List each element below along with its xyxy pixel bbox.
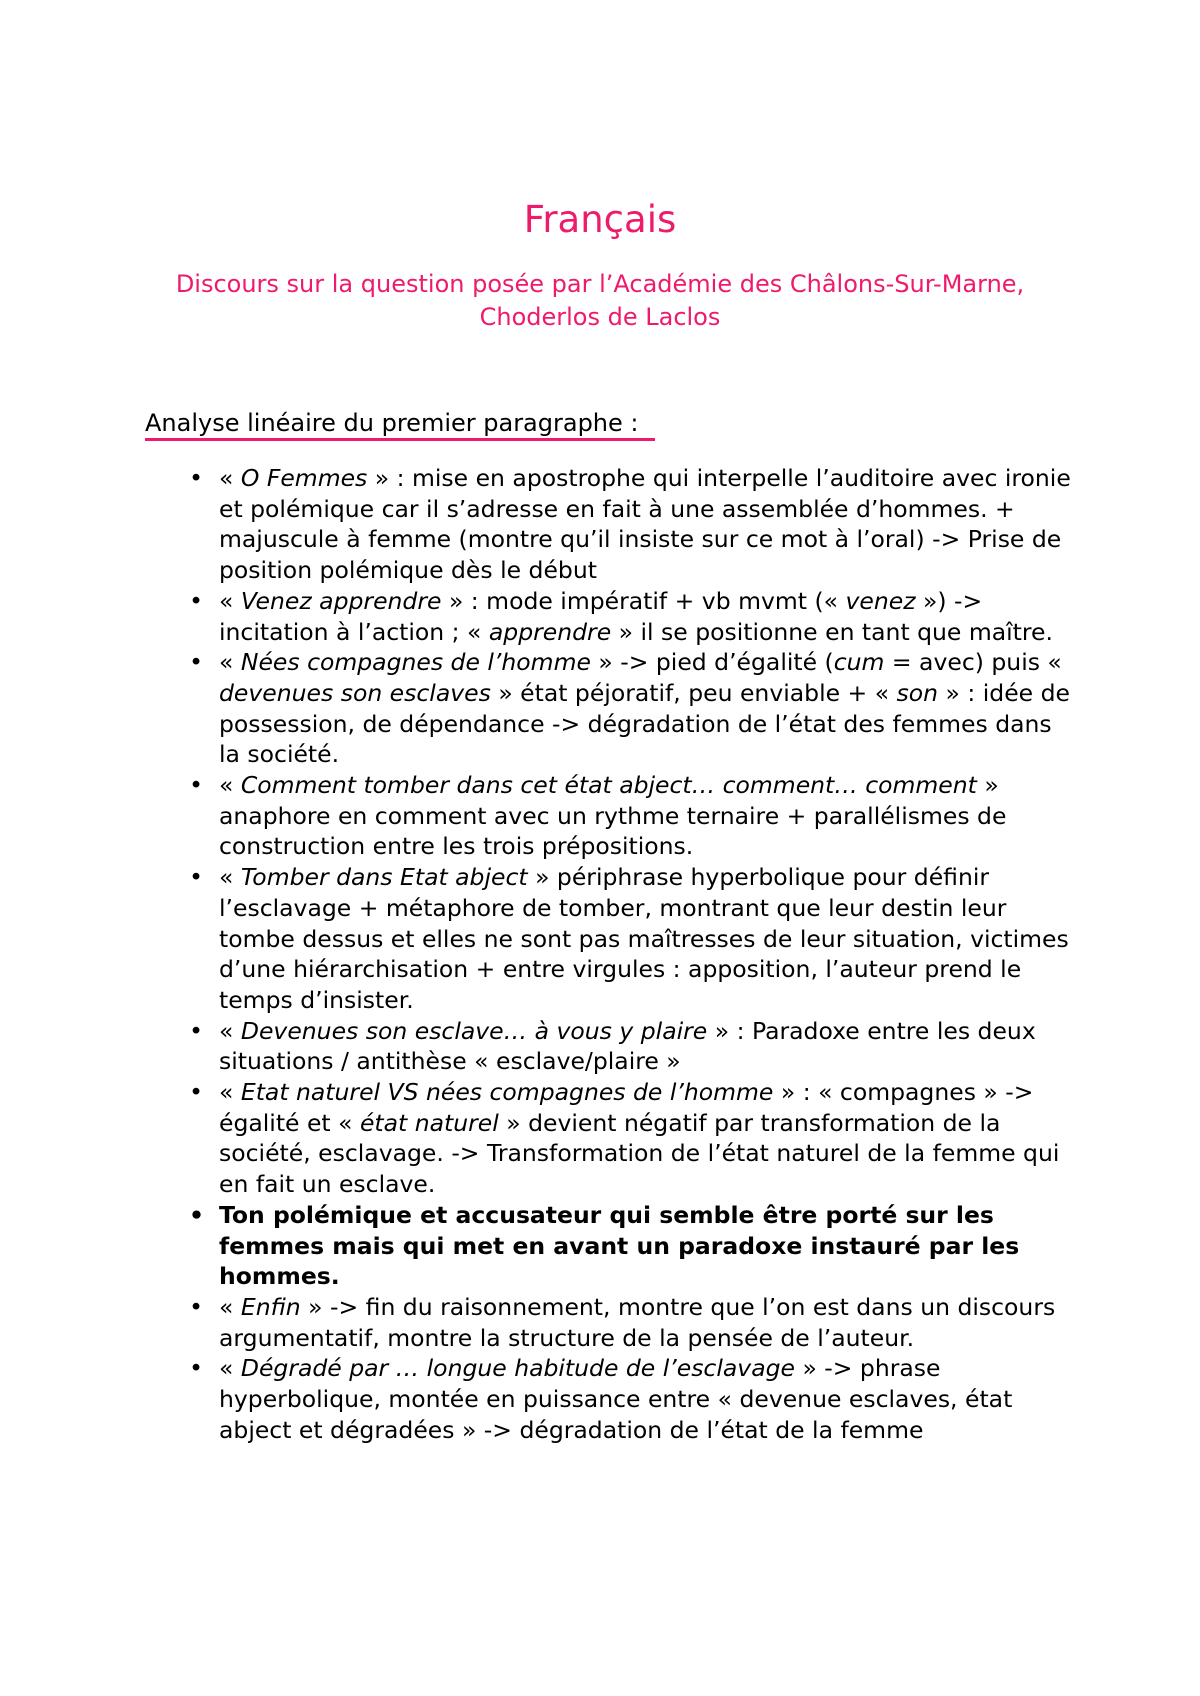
list-item-text: ») -> incitation à l’action ; « — [219, 586, 983, 646]
bullet-dot-icon: • — [189, 1016, 203, 1045]
quoted-text: Enfin — [240, 1292, 301, 1321]
quoted-text: Nées compagnes de l’homme — [240, 648, 591, 677]
list-item-text: » -> fin du raisonnement, montre que l’on est dans un discours argumentatif, montre la structure de la pensée de l’auteur. — [219, 1292, 1056, 1352]
quoted-text: Venez apprendre — [240, 586, 442, 615]
list-item-text: » il se positionne en tant que maître. — [611, 617, 1053, 646]
list-item-text: Ton polémique et accusateur qui semble être porté sur les femmes mais qui met en avant un paradoxe instauré par les hommes. — [219, 1200, 1020, 1291]
quoted-text: cum — [833, 648, 885, 677]
list-item-text: « — [219, 863, 241, 892]
list-item-text: » : idée de possession, de dépendance -> dégradation de l’état des femmes dans la société. — [219, 678, 1070, 769]
list-item-text: » : « compagnes » -> égalité et « — [219, 1078, 1034, 1137]
list-item-text: » -> phrase hyperbolique, montée en puissance entre « devenue esclaves, état abject et dégradées » -> dégradation de l’état de la femme — [219, 1354, 1013, 1444]
quoted-text: Tomber dans Etat abject — [240, 863, 528, 892]
list-item — [189, 463, 1079, 586]
quoted-text: Devenues son esclave… à vous y plaire — [240, 1016, 708, 1045]
bullet-dot-icon: • — [189, 464, 203, 492]
list-item-text: » anaphore en comment avec un rythme ternaire + parallélismes de construction entre les trois prépositions. — [219, 771, 1007, 861]
bullet-dot-icon: • — [189, 1354, 203, 1383]
bullet-dot-icon: • — [189, 1292, 203, 1321]
list-item-text: » devient négatif par transformation de la société, esclavage. -> Transformation de l’état naturel de la femme qui en fait un esclave. — [219, 1108, 1060, 1199]
quoted-text: apprendre — [488, 617, 612, 646]
page-title: Français — [523, 198, 677, 241]
bullet-dot-icon: • — [189, 1200, 205, 1229]
list-item-text: » état péjoratif, peu enviable + « — [490, 678, 897, 707]
list-item — [189, 770, 1079, 862]
list-item-text: » : mode impératif + vb mvmt (« — [441, 586, 846, 615]
quoted-text: Dégradé par … longue habitude de l’esclavage — [240, 1354, 795, 1383]
list-item — [189, 647, 1079, 770]
list-item-text: » : mise en apostrophe qui interpelle l’auditoire avec ironie et polémique car il s’adresse en fait à une assemblée d’hommes. + majuscule à femme (montre qu’il insiste sur ce mot à l’oral) -> Prise de position polémique dès le début — [219, 464, 1071, 585]
list-item — [189, 1200, 1079, 1292]
bullet-dot-icon: • — [189, 771, 203, 800]
list-item-text: « — [219, 1292, 241, 1321]
page-subtitle: Discours sur la question posée par l’Académie des Châlons-Sur-Marne, Choderlos de Laclos — [175, 270, 1025, 331]
list-item-text: « — [219, 771, 241, 800]
list-item-text: = avec) puis « — [884, 648, 1062, 677]
list-item — [189, 586, 1079, 647]
list-item — [189, 1077, 1079, 1200]
bullet-dot-icon: • — [189, 586, 203, 615]
list-item-text: « — [219, 1078, 241, 1107]
bullet-dot-icon: • — [189, 1078, 203, 1107]
list-item — [189, 862, 1079, 1016]
section-heading: Analyse linéaire du premier paragraphe : — [145, 409, 639, 437]
list-item-text: » : Paradoxe entre les deux situations / antithèse « esclave/plaire » — [219, 1016, 1036, 1076]
list-item-text: » -> pied d’égalité ( — [590, 648, 834, 677]
list-item-text: « — [219, 586, 241, 615]
bullet-list — [189, 463, 1079, 1446]
bullet-dot-icon: • — [189, 648, 203, 677]
list-item-text: « — [219, 1016, 241, 1045]
list-item — [189, 1016, 1079, 1077]
list-item — [189, 1353, 1079, 1445]
bullet-dot-icon: • — [189, 863, 203, 892]
list-item — [189, 1292, 1079, 1353]
quoted-text: Comment tomber dans cet état abject… comment… comment — [240, 771, 977, 800]
list-item-text: » périphrase hyperbolique pour définir l’esclavage + métaphore de tomber, montrant que leur destin leur tombe dessus et elles ne sont pas maîtresses de leur situation, victimes d’une hiérarchisation + entre virgules : apposition, l’auteur prend le temps d’insister. — [219, 863, 1069, 1014]
quoted-text: venez — [845, 586, 916, 615]
quoted-text: O Femmes — [240, 464, 368, 492]
quoted-text: devenues son esclaves — [219, 678, 491, 707]
list-item-text: « — [219, 1354, 241, 1383]
quoted-text: Etat naturel VS nées compagnes de l’homme — [240, 1078, 774, 1107]
quoted-text: son — [896, 678, 939, 707]
list-item-text: « — [219, 464, 241, 492]
heading-underline — [145, 438, 655, 441]
list-item-text: « — [219, 648, 241, 677]
quoted-text: état naturel — [359, 1108, 499, 1137]
